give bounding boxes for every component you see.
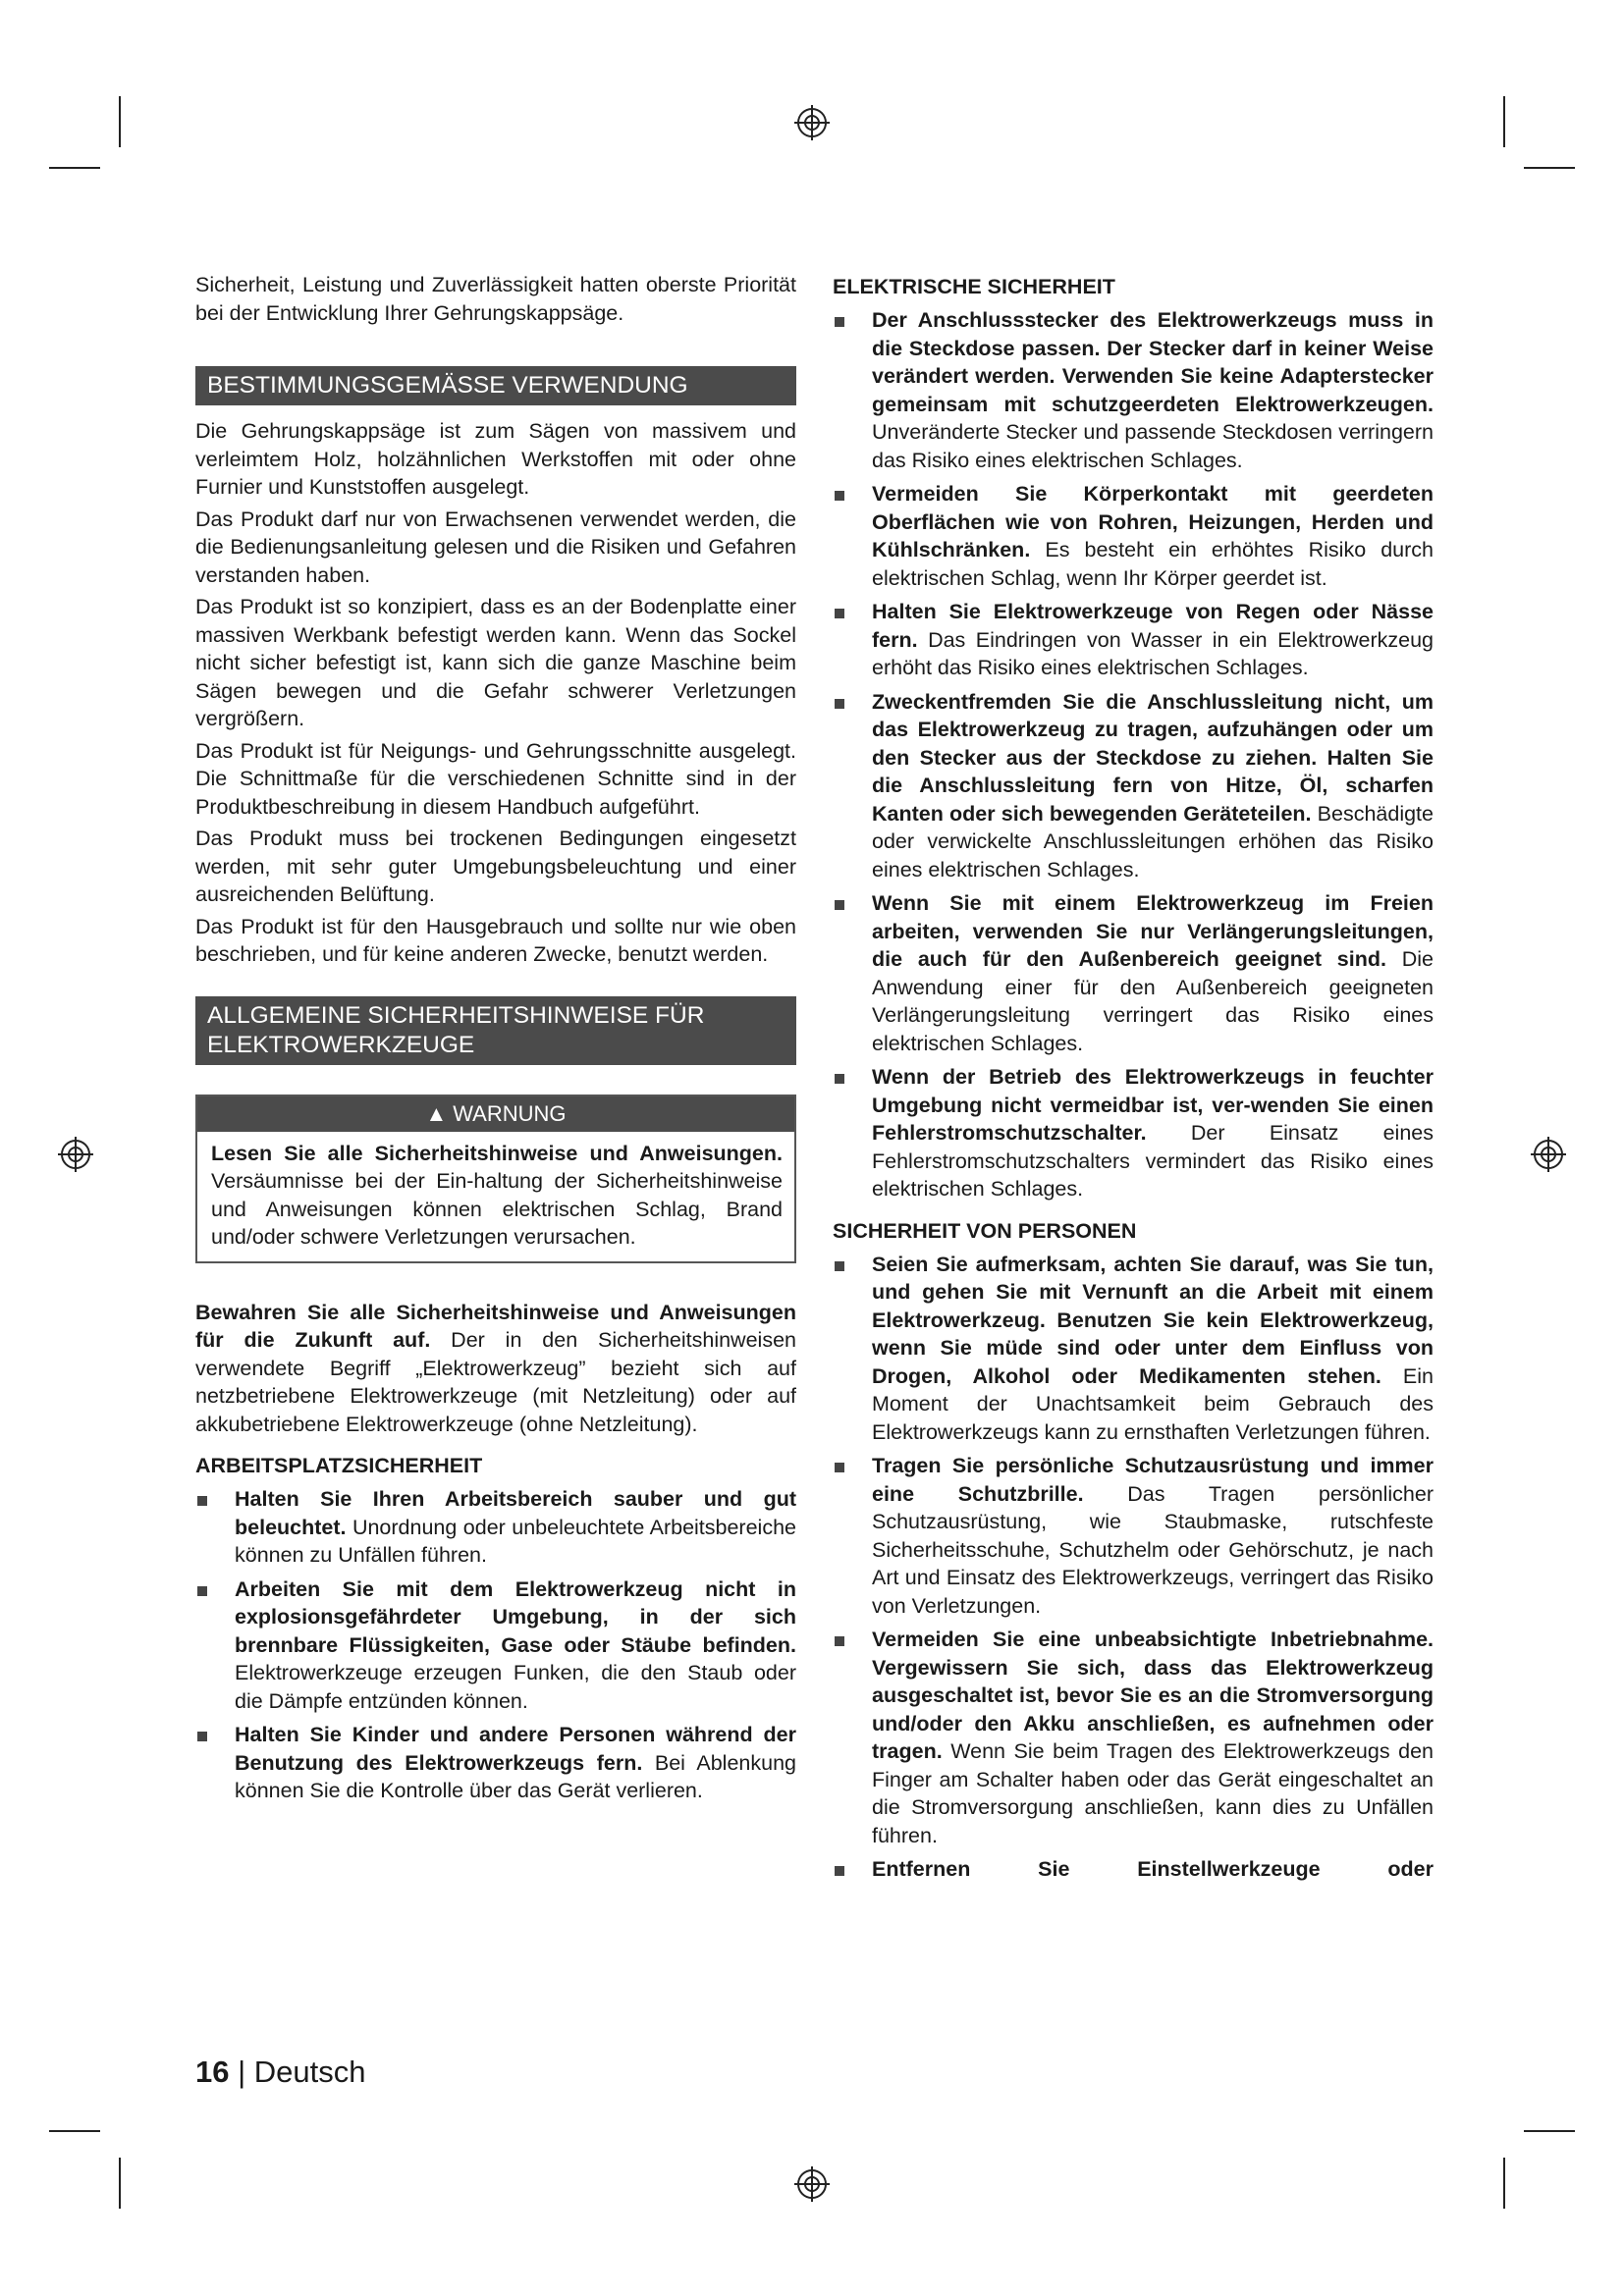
warning-triangle-icon: ▲ [425,1100,448,1126]
crop-mark-bottom-left-h [49,2130,100,2132]
bullet-square-icon [835,1463,844,1472]
registration-target-icon [56,1135,95,1174]
personal-safety-list [833,1251,1434,1884]
paragraph: Das Produkt ist für den Hausgebrauch und sollte nur wie oben beschrieben, und für keine anderen Zwecke, benutzt werden. [195,914,796,966]
keep-text: Der in den Sicherheitshinweisen verwendete Begriff „Elektrowerkzeug” bezieht sich auf netzbetriebene Elektrowerkzeuge (mit Netzleitung) oder auf akkubetriebene Elektrowerkzeuge (ohne Netzleitung). [195,1328,796,1436]
list-item [833,598,1434,682]
bullet-square-icon [835,317,844,327]
list-item-text: Beschädigte oder verwickelte Anschlussleitungen erhöhen das Risiko eines elektrischen Schlages. [872,801,1434,881]
registration-target-icon [792,2164,832,2204]
crop-mark-bottom-right-h [1524,2130,1575,2132]
list-item-text: Es besteht ein erhöhtes Risiko durch elektrischen Schlag, wenn Ihr Körper geerdet ist. [872,538,1434,590]
list-item [195,1575,796,1716]
warning-body [197,1132,794,1261]
list-item-text: Das Tragen persönlicher Schutzausrüstung, wie Staubmaske, rutschfeste Sicherheitsschuhe, Schutzhelm oder Gehörschutz, je nach Art und Einsatz des Elektrowerkzeugs, verringert das Risiko von Verletzungen. [872,1481,1434,1618]
list-item-bold: Der Anschlussstecker des Elektrowerkzeugs muss in die Steckdose passen. Der Stecker darf in keiner Weise verändert werden. Verwenden Sie keine Adapterstecker gemeinsam mit schutzgeerdeten Elektrowerkzeugen. [872,308,1434,416]
paragraph: Das Produkt ist so konzipiert, dass es an der Bodenplatte einer massiven Werkbank befestigt werden kann. Wenn das Sockel nicht sicher befestigt ist, kann sich die ganze Maschine beim Sägen bewegen und die Gefahr schwerer Verletzungen vergrößern. [195,595,796,730]
list-item-text: Wenn Sie beim Tragen des Elektrowerkzeugs den Finger am Schalter haben oder das Gerät eingeschaltet an die Stromversorgung anschließen, kann dies zu Unfällen führen. [872,1739,1434,1847]
list-item-text: Der Einsatz eines Fehlerstromschutzschalters vermindert das Risiko eines elektrischen Schlages. [872,1121,1434,1201]
list-item [833,688,1434,884]
list-item-text: Elektrowerkzeuge erzeugen Funken, die den Staub oder die Dämpfe entzünden können. [235,1661,796,1713]
paragraph: Das Produkt ist für Neigungs- und Gehrungsschnitte ausgelegt. Die Schnittmaße für die verschiedenen Schnitte sind in der Produktbeschreibung in diesem Handbuch aufgeführt. [195,738,796,819]
footer-language: Deutsch [253,2055,366,2089]
list-item [833,1063,1434,1203]
paragraph: Die Gehrungskappsäge ist zum Sägen von massivem und verleimtem Holz, holzähnlichen Werkstoffen mit oder ohne Furnier und Kunststoffen ausgelegt. [195,419,796,499]
list-item [833,480,1434,592]
list-item-bold: Arbeiten Sie mit dem Elektrowerkzeug nicht in explosionsgefährdeter Umgebung, in der sich brennbare Flüssigkeiten, Gase oder Stäube befinden. [235,1576,796,1657]
paragraph: Das Produkt muss bei trockenen Bedingungen eingesetzt werden, mit sehr guter Umgebungsbeleuchtung und einer ausreichenden Belüftung. [195,827,796,906]
list-item [833,1626,1434,1849]
warning-header [197,1096,794,1132]
left-column [195,271,796,1811]
section-heading-intended-use: BESTIMMUNGSGEMÄSSE VERWENDUNG [195,366,796,405]
bullet-square-icon [197,1732,207,1741]
intro-paragraph: Sicherheit, Leistung und Zuverlässigkeit hatten oberste Priorität bei der Entwicklung Ihrer Gehrungskappsäge. [195,273,796,325]
list-item [195,1485,796,1570]
bullet-square-icon [835,1866,844,1876]
list-item-bold: Tragen Sie persönliche Schutzausrüstung und immer eine Schutzbrille. [872,1454,1434,1506]
list-item-bold: Entfernen Sie Einstellwerkzeuge oder [872,1857,1434,1881]
right-column [833,271,1434,1890]
bullet-square-icon [835,1636,844,1646]
bullet-square-icon [835,1261,844,1271]
bullet-square-icon [835,699,844,709]
list-item [833,1452,1434,1620]
keep-bold: Bewahren Sie alle Sicherheitshinweise und Anweisungen für die Zukunft auf. [195,1300,796,1352]
subheading-workplace-safety: ARBEITSPLATZSICHERHEIT [195,1454,483,1477]
list-item [195,1721,796,1805]
list-item [833,889,1434,1057]
page-footer [195,2055,366,2090]
crop-mark-top-right-v [1503,96,1505,147]
warning-box [195,1095,796,1263]
bullet-square-icon [197,1586,207,1596]
list-item-bold: Zweckentfremden Sie die Anschlussleitung nicht, um das Elektrowerkzeug zu tragen, aufzuhängen oder um den Stecker aus der Steckdose zu ziehen. Halten Sie die Anschlussleitung fern von Hitze, Öl, scharfen Kanten oder sich bewegenden Geräteteilen. [872,689,1434,826]
crop-mark-bottom-left-v [119,2158,121,2209]
bullet-square-icon [835,1074,844,1084]
bullet-square-icon [835,609,844,618]
crop-mark-top-left-h [49,167,100,169]
list-item [833,1855,1434,1884]
paragraph: Das Produkt darf nur von Erwachsenen verwendet werden, die die Bedienungsanleitung gelesen und die Risiken und Gefahren verstanden haben. [195,507,796,587]
list-item [833,306,1434,474]
registration-target-icon [1529,1135,1568,1174]
list-item-text: Ein Moment der Unachtsamkeit beim Gebrauch des Elektrowerkzeugs kann zu ernsthaften Verletzungen führen. [872,1363,1434,1444]
warning-bold: Lesen Sie alle Sicherheitshinweise und Anweisungen. [211,1141,783,1165]
list-item-text: Die Anwendung einer für den Außenbereich geeigneten Verlängerungsleitung verringert das Risiko eines elektrischen Schlages. [872,947,1435,1055]
list-item-bold: Wenn Sie mit einem Elektrowerkzeug im Freien arbeiten, verwenden Sie nur Verlängerungsleitungen, die auch für den Außenbereich geeignet sind. [872,891,1434,971]
electrical-list [833,306,1434,1203]
list-item-text: Bei Ablenkung können Sie die Kontrolle über das Gerät verlieren. [235,1750,796,1802]
list-item-bold: Vermeiden Sie eine unbeabsichtigte Inbetriebnahme. Vergewissern Sie sich, dass das Elektrowerkzeug ausgeschaltet ist, bevor Sie es an die Stromversorgung und/oder den Akku anschließen, es aufnehmen oder tragen. [872,1628,1434,1763]
warning-label: WARNUNG [453,1100,567,1126]
registration-target-icon [792,103,832,142]
list-item-bold: Halten Sie Elektrowerkzeuge von Regen oder Nässe fern. [872,600,1434,652]
crop-mark-top-left-v [119,96,121,147]
list-item-text: Das Eindringen von Wasser in ein Elektrowerkzeug erhöht das Risiko eines elektrischen Schlages. [872,627,1434,679]
list-item-bold: Halten Sie Kinder und andere Personen während der Benutzung des Elektrowerkzeugs fern. [235,1723,796,1775]
workplace-list [195,1485,796,1805]
list-item-bold: Wenn der Betrieb des Elektrowerkzeugs in feuchter Umgebung nicht vermeidbar ist, ver-wenden Sie einen Fehlerstromschutzschalter. [872,1065,1434,1145]
bullet-square-icon [835,900,844,910]
subheading-personal-safety: SICHERHEIT VON PERSONEN [833,1218,1137,1243]
warning-text: Versäumnisse bei der Ein-haltung der Sicherheitshinweise und Anweisungen können elektrischen Schlag, Brand und/oder schwere Verletzungen verursachen. [211,1169,783,1249]
list-item-text: Unveränderte Stecker und passende Steckdosen verringern das Risiko eines elektrischen Schlages. [872,420,1434,472]
section-heading-general-safety: ALLGEMEINE SICHERHEITSHINWEISE FÜR ELEKTROWERKZEUGE [195,996,796,1065]
list-item-bold: Vermeiden Sie Körperkontakt mit geerdeten Oberflächen wie von Rohren, Heizungen, Herden und Kühlschränken. [872,482,1434,561]
bullet-square-icon [835,491,844,501]
list-item [833,1251,1434,1447]
footer-separator: | [229,2055,254,2089]
list-item-bold: Seien Sie aufmerksam, achten Sie darauf, was Sie tun, und gehen Sie mit Vernunft an die Arbeit mit einem Elektrowerkzeug. Benutzen Sie kein Elektrowerkzeug, wenn Sie müde sind oder unter dem Einfluss von Drogen, Alkohol oder Medikamenten stehen. [872,1252,1434,1388]
crop-mark-top-right-h [1524,167,1575,169]
crop-mark-bottom-right-v [1503,2158,1505,2209]
list-item-bold: Halten Sie Ihren Arbeitsbereich sauber und gut beleuchtet. [235,1487,796,1539]
keep-instructions-paragraph [195,1299,796,1439]
subheading-electrical-safety: ELEKTRISCHE SICHERHEIT [833,275,1115,298]
bullet-square-icon [197,1496,207,1506]
list-item-text: Unordnung oder unbeleuchtete Arbeitsbereiche können zu Unfällen führen. [235,1515,796,1567]
page-number: 16 [195,2055,230,2089]
